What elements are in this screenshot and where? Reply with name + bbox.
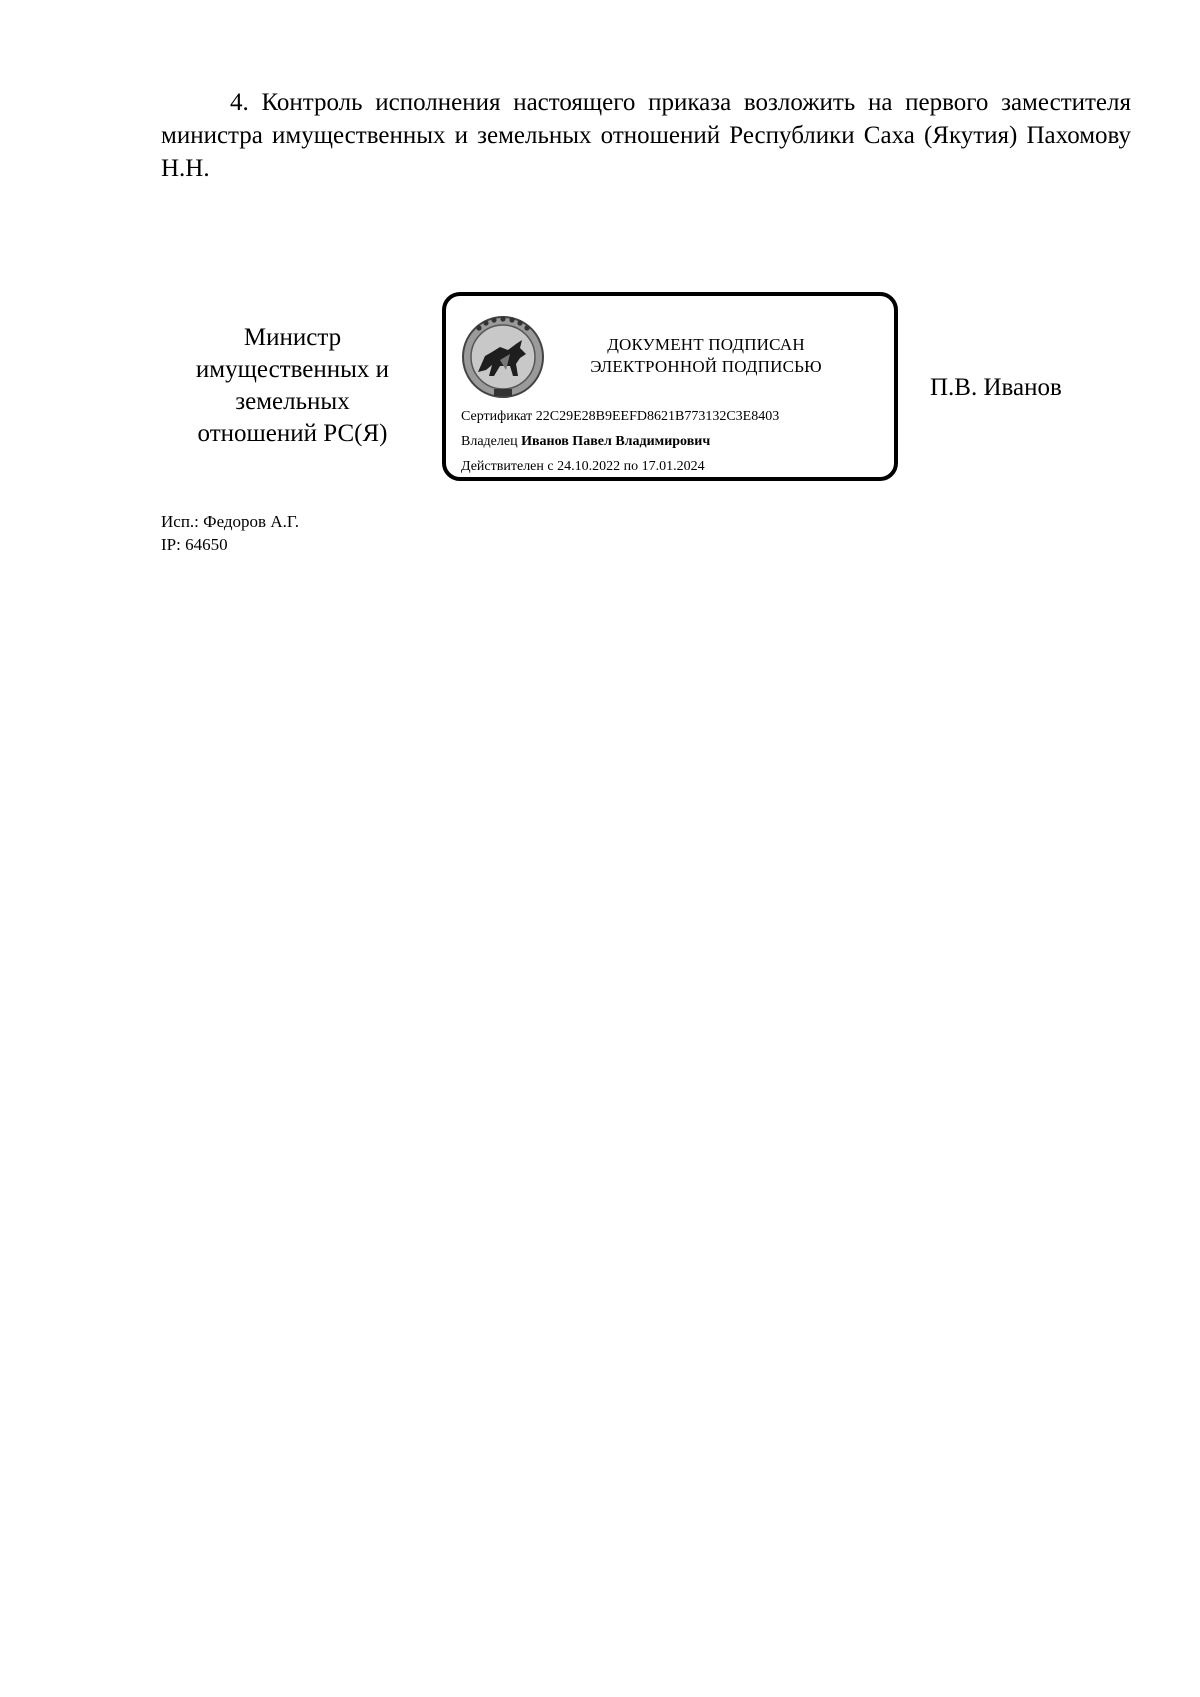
valid-from-date: 24.10.2022 [557,459,621,474]
certificate-line [461,408,779,426]
certificate-label: Сертификат [461,409,533,424]
electronic-signature-stamp [442,292,898,481]
executor-ip: IP: 64650 [161,535,228,554]
signer-position-line: отношений РС(Я) [197,420,388,447]
owner-line [461,433,710,451]
validity-line [461,458,705,476]
executor-note [161,510,299,556]
signer-name: П.В. Иванов [930,374,1062,401]
stamp-title-line: ЭЛЕКТРОННОЙ ПОДПИСЬЮ [590,357,822,376]
signer-position [170,322,415,450]
valid-to-prefix: по [623,459,639,474]
signer-position-line: земельных [235,388,350,415]
owner-label: Владелец [461,434,518,449]
certificate-value: 22C29E28B9EEFD8621B773132C3E8403 [535,409,780,424]
owner-value: Иванов Павел Владимирович [521,434,711,449]
signature-block [160,290,1160,490]
yakutia-coat-of-arms-icon [460,314,546,400]
order-paragraph-4: 4. Контроль исполнения настоящего приказа возложить на первого заместителя министра имущественных и земельных отношений Республики Саха (Якутия) Пахомову Н.Н. [161,89,1131,182]
valid-from-prefix: с [547,459,554,474]
signer-position-line: имущественных и [195,356,390,383]
signer-position-line: Министр [243,324,342,351]
executor-name: Исп.: Федоров А.Г. [161,512,300,531]
stamp-title-line: ДОКУМЕНТ ПОДПИСАН [607,335,805,354]
validity-label: Действителен [461,459,544,474]
stamp-title [556,334,856,378]
valid-to-date: 17.01.2024 [641,459,705,474]
